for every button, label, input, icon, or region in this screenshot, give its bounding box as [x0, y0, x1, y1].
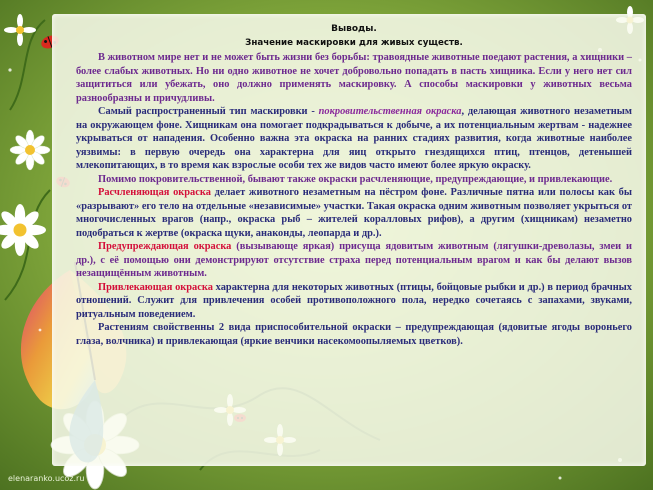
- term-attracting-coloring: Привлекающая окраска: [98, 281, 213, 293]
- paragraph-protective-coloring: [76, 105, 632, 173]
- term-disruptive-coloring: Расчленяющая окраска: [98, 187, 211, 198]
- paragraph-plants-coloring: Растениям свойственны 2 вида приспособительной окраски – предупреждающая (ядовитые ягоды вороньего глаза, волчника) и привлекающая (яркие венчики насекомоопыляемых цветков).: [76, 322, 632, 347]
- text-panel: [52, 14, 646, 466]
- slide-title: Выводы.: [331, 24, 377, 34]
- paragraph-attracting-coloring: [76, 281, 632, 322]
- paragraph-protective-lead: Самый распространенный тип маскировки -: [98, 106, 319, 117]
- paragraph-coloring-types: Помимо покровительственной, бывают также окраски расчленяющие, предупреждающие, и привлекающие.: [98, 173, 613, 185]
- term-warning-coloring: Предупреждающая окраска: [98, 241, 232, 252]
- paragraph-warning-coloring: [76, 240, 632, 281]
- paragraph-protective-body: , делающая животного незаметным на окружающем фоне. Хищникам она помогает подкрадываться к добыче, а их потенциальным жертвам - надежнее укрываться от нападения. Особенно важна эта окраска на ранних стадиях развития, когда животные наиболее уязвимы: в первую очередь она характерна для яиц открыто гнездящихся птиц, птенцов, детенышей млекопитающих, в то время как взрослые особи тех же видов часто имеют более яркую окраску.: [76, 106, 632, 171]
- term-protective-coloring: покровительственная окраска: [318, 106, 462, 117]
- paragraph-warning-body: (вызывающе яркая) присуща ядовитым животным (лягушки-древолазы, змеи и др.), с её помощью они демонстрируют отсутствие страха перед потенциальным врагом и как бы делают вызов незащищённым животным.: [76, 241, 633, 279]
- paragraph-disruptive-body: делает животного незаметным на пёстром фоне. Различные пятна или полосы как бы «разрывают» его тело на отдельные «независимые» участки. Такая окраска одним животным позволяет укрыться от многочисленных врагов (напр., окраска рыб – жителей коралловых рифов), а другим (хищникам) незаметно подобраться к жертве (окраска щуки, анаконды, леопарда и др.).: [76, 187, 632, 239]
- paragraph-attracting-body: характерна для некоторых животных (птицы, бойцовые рыбки и др.) в период брачных отношений. Служит для привлечения особей противоположного пола, нередко сочетаясь с запахами, звуками, ритуальным поведением.: [76, 281, 632, 320]
- paragraph-intro: В животном мире нет и не может быть жизни без борьбы: травоядные животные поедают растения, а хищники – более слабых животных. Но ни одно животное не хочет добровольно попадать в пасть хищника. Если у него нет сил защититься или убежать, оно должно применять маскировку. А способы маскировки у животных весьма разнообразны и причудливы.: [76, 52, 632, 104]
- panel-content: [76, 18, 632, 348]
- site-credit: elenaranko.ucoz.ru: [8, 474, 85, 483]
- slide-subtitle: Значение маскировки для живых существ.: [245, 38, 463, 48]
- paragraph-disruptive-coloring: [76, 186, 632, 240]
